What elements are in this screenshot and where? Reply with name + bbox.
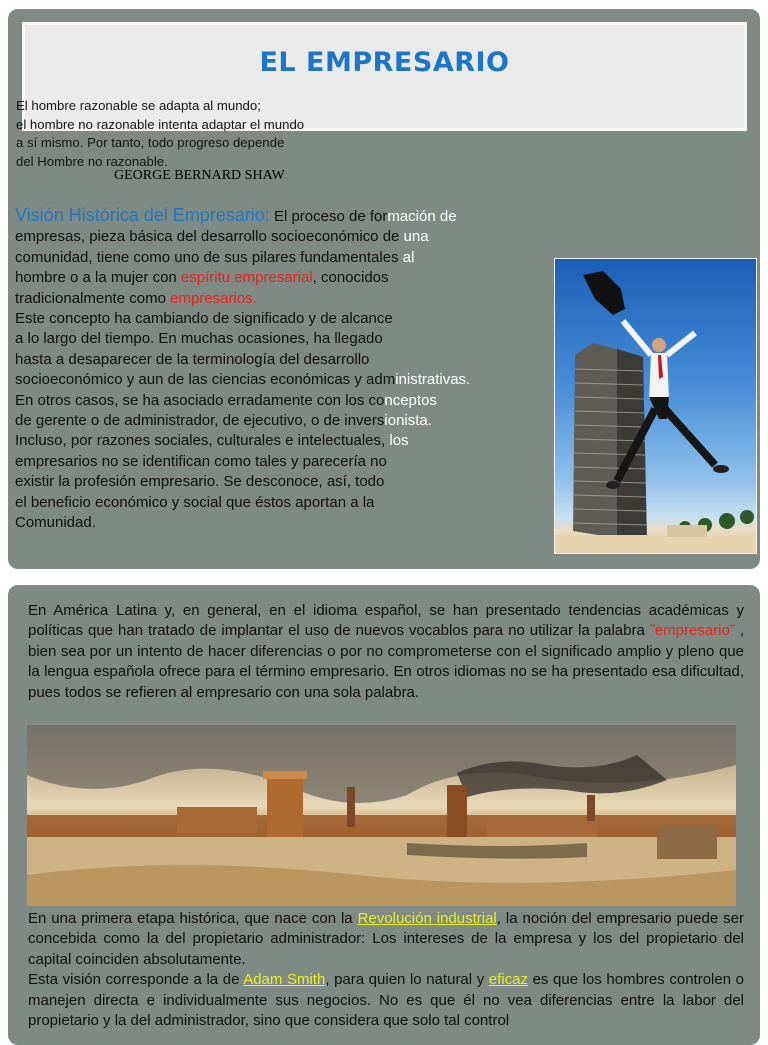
section-heading: Visión Histórica del Empresario:: [15, 205, 270, 225]
text: a lo largo del tiempo. En muchas ocasiones, ha llegado: [15, 330, 383, 348]
text: hasta a desaparecer de la terminología del desarrollo: [15, 350, 370, 368]
industrial-revolution-painting: [27, 725, 736, 906]
historical-vision-text: [15, 205, 540, 534]
text: En otros casos, se ha asociado erradamente con los co: [15, 391, 385, 409]
industrial-revolution-link[interactable]: Revolución industrial: [357, 910, 497, 927]
quote-line: del Hombre no razonable.: [16, 153, 168, 169]
jumping-businessman-photo: [554, 258, 757, 554]
quote: [16, 97, 356, 171]
text: Comunidad.: [15, 514, 96, 532]
text: existir la profesión empresario. Se desconoce, así, todo: [15, 473, 385, 491]
text: , bien sea por un intento de hacer diferencias o por no comprometerse con el significado amplio y pleno que la lengua española ofrece para el término empresario. En otros idiomas no se ha presentado esa dificultad, pues todos se refieren al empresario con una sola palabra.: [28, 622, 744, 701]
text: al: [402, 248, 415, 266]
text: es que los hombres controlen o manejen directa e individualmente sus negocios. No es que él no vea diferencias entre la labor del propietario y la del administrador, sino que considera que solo tal control: [28, 971, 744, 1030]
businessman-tower-illustration: [555, 259, 757, 554]
quote-author: GEORGE BERNARD SHAW: [114, 168, 285, 183]
latin-america-paragraph: [28, 601, 744, 703]
text: los: [389, 432, 409, 450]
text: tradicionalmente como: [15, 289, 171, 307]
page-title: EL EMPRESARIO: [259, 47, 510, 78]
text: hombre o a la mujer con: [15, 269, 181, 287]
slide-2: [8, 585, 760, 1045]
text: inistrativas.: [395, 371, 471, 389]
slide-1: [8, 9, 760, 569]
historical-stage-text: [28, 909, 744, 1031]
text: empresas, pieza básica del desarrollo socioeconómico de: [15, 228, 404, 246]
text: socioeconómico y aun de las ciencias económicas y adm: [15, 371, 396, 389]
text: Este concepto ha cambiando de significado y de alcance: [15, 310, 393, 328]
text: , la noción del empresario puede ser concebida como la del propietario administrador: Los intereses de la empresa y los del propietario del capital coinciden absolutamente.: [28, 910, 744, 968]
quote-line: el hombre no razonable intenta adaptar el mundo: [16, 116, 305, 132]
text: , para quien lo natural y: [325, 971, 489, 989]
text: En América Latina y, en general, en el idioma español, se han presentado tendencias académicas y políticas que han tratado de implantar el uso de nuevos vocablos para no utilizar la palabra: [28, 602, 744, 640]
highlight-text: ˜empresario˜: [649, 622, 735, 640]
text: El proceso de for: [269, 208, 388, 225]
adam-smith-link[interactable]: Adam Smith: [243, 971, 326, 989]
text: En una primera etapa histórica, que nace con la: [28, 910, 358, 927]
industrial-landscape-illustration: [27, 725, 736, 906]
text: el beneficio económico y social que éstos aportan a la: [15, 493, 375, 511]
highlight-text: espíritu empresarial: [180, 269, 313, 287]
eficaz-link[interactable]: eficaz: [488, 971, 528, 989]
text: Esta visión corresponde a la de: [28, 971, 244, 989]
highlight-text: empresarios.: [170, 289, 257, 307]
text: , conocidos: [312, 269, 389, 287]
text: una: [403, 228, 429, 246]
quote-line: a sí mismo. Por tanto, todo progreso depende: [16, 135, 285, 150]
text: nceptos: [384, 391, 437, 409]
text: empresarios no se identifican como tales y parecería no: [15, 452, 387, 470]
text: ionista.: [384, 412, 432, 430]
text: de gerente o de administrador, de ejecutivo, o de invers: [15, 412, 385, 430]
quote-line: El hombre razonable se adapta al mundo;: [16, 98, 261, 113]
text: Incluso, por razones sociales, culturales e intelectuales,: [15, 432, 390, 450]
text: comunidad, tiene como uno de sus pilares fundamentales: [15, 248, 403, 266]
text: mación de: [387, 208, 457, 225]
